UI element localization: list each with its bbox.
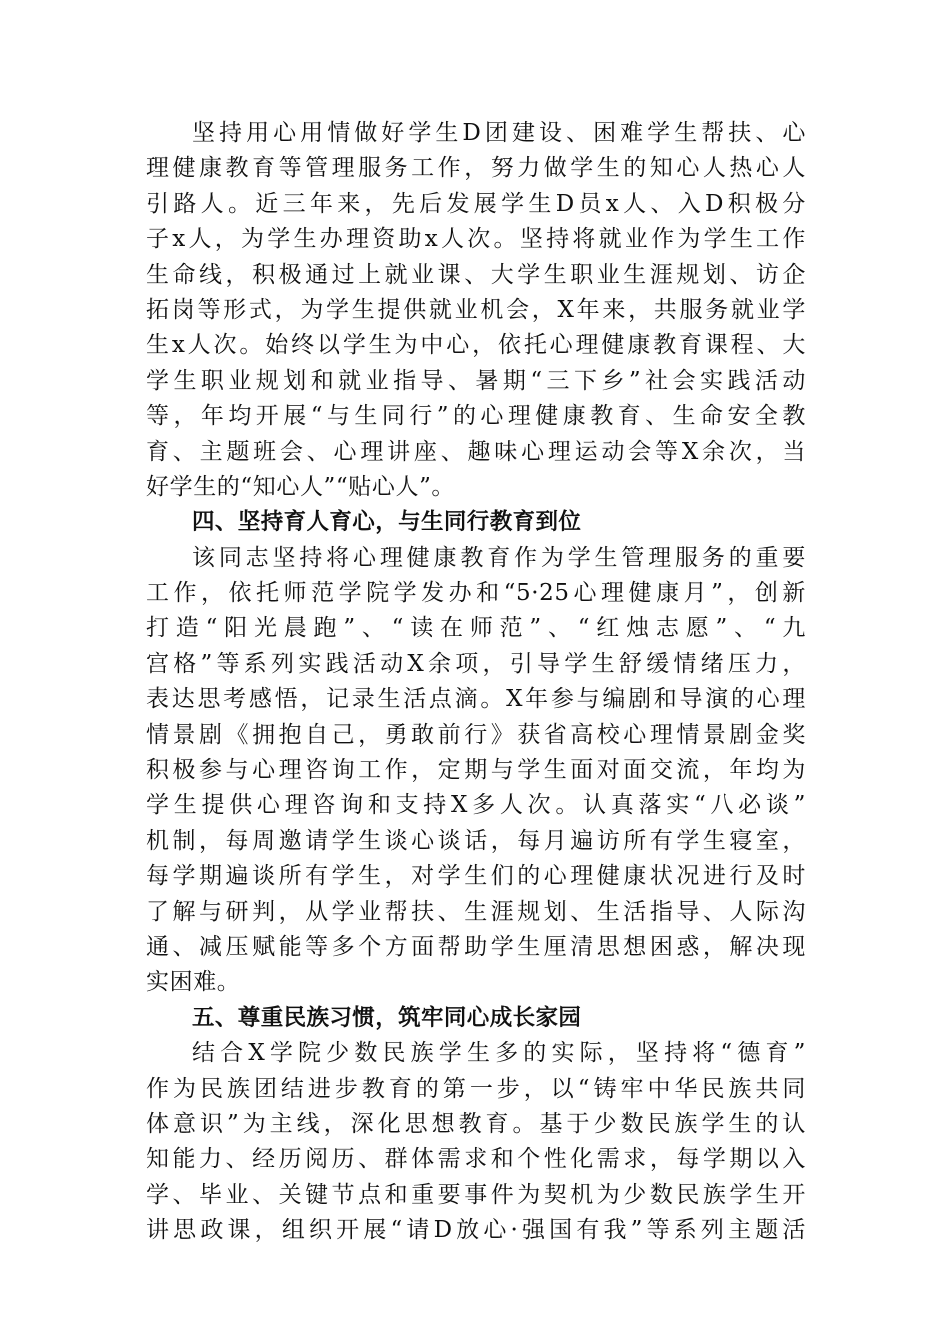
text-line: 等，年均开展“与生同行”的心理健康教育、生命安全教 [146, 403, 806, 430]
text-line: 育、主题班会、心理讲座、趣味心理运动会等X余次，当 [146, 438, 806, 465]
text-line: 子x人，为学生办理资助x人次。坚持将就业作为学生工作 [146, 226, 806, 253]
text-line: 打造“阳光晨跑”、“读在师范”、“红烛志愿”、“九 [146, 615, 806, 642]
text-line: 结合X学院少数民族学生多的实际，坚持将“德育” [192, 1040, 806, 1067]
text-line: 工作，依托师范学院学发办和“5·25心理健康月”，创新 [146, 580, 806, 607]
text-line: 宫格”等系列实践活动X余项，引导学生舒缓情绪压力， [146, 650, 806, 677]
text-line: 生命线，积极通过上就业课、大学生职业生涯规划、访企 [146, 261, 806, 288]
text-line: 机制，每周邀请学生谈心谈话，每月遍访所有学生寝室， [146, 827, 806, 854]
paragraph-student-support [146, 116, 806, 505]
text-line: 了解与研判，从学业帮扶、生涯规划、生活指导、人际沟 [146, 898, 806, 925]
text-line: 生x人次。始终以学生为中心，依托心理健康教育课程、大 [146, 332, 806, 359]
section-heading-4: 四、坚持育人育心，与生同行教育到位 [192, 509, 582, 536]
text-line: 该同志坚持将心理健康教育作为学生管理服务的重要 [192, 544, 806, 571]
text-line: 作为民族团结进步教育的第一步，以“铸牢中华民族共同 [146, 1075, 806, 1102]
paragraph-mental-health [146, 541, 806, 1001]
text-line: 情景剧《拥抱自己，勇敢前行》获省高校心理情景剧金奖 [146, 721, 806, 748]
text-line: 知能力、经历阅历、群体需求和个性化需求，每学期以入 [146, 1146, 806, 1173]
text-line: 讲思政课，组织开展“请D放心·强国有我”等系列主题活 [146, 1217, 806, 1244]
text-line: 坚持用心用情做好学生D团建设、困难学生帮扶、心 [192, 120, 806, 146]
text-line: 好学生的“知心人”“贴心人”。 [146, 473, 456, 500]
text-line: 学、毕业、关键节点和重要事件为契机为少数民族学生开 [146, 1181, 806, 1208]
text-line: 每学期遍谈所有学生，对学生们的心理健康状况进行及时 [146, 863, 806, 890]
text-line: 学生职业规划和就业指导、暑期“三下乡”社会实践活动 [146, 367, 806, 394]
document-body [146, 116, 806, 1249]
paragraph-ethnic-unity [146, 1036, 806, 1248]
text-line: 通、减压赋能等多个方面帮助学生厘清思想困惑，解决现 [146, 933, 806, 960]
section-heading-5: 五、尊重民族习惯，筑牢同心成长家园 [192, 1004, 582, 1031]
text-line: 实困难。 [146, 969, 241, 996]
text-line: 表达思考感悟，记录生活点滴。X年参与编剧和导演的心理 [146, 686, 806, 713]
text-line: 学生提供心理咨询和支持X多人次。认真落实“八必谈” [146, 792, 806, 819]
text-line: 引路人。近三年来，先后发展学生D员x人、入D积极分 [146, 190, 806, 217]
text-line: 理健康教育等管理服务工作，努力做学生的知心人热心人 [146, 155, 806, 182]
text-line: 拓岗等形式，为学生提供就业机会，X年来，共服务就业学 [146, 296, 806, 323]
text-line: 体意识”为主线，深化思想教育。基于少数民族学生的认 [146, 1110, 806, 1137]
text-line: 积极参与心理咨询工作，定期与学生面对面交流，年均为 [146, 757, 806, 784]
